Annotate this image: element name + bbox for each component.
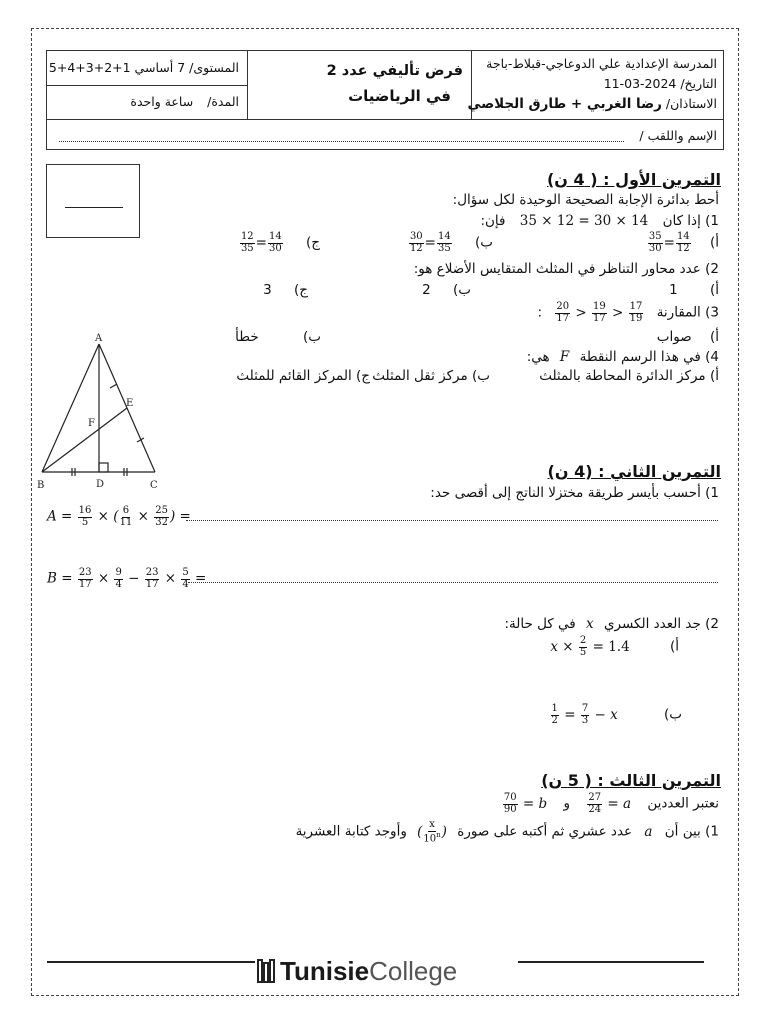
header-divider — [47, 85, 247, 86]
ex1-q1-option-b[interactable]: ب) $\frac{14}{35}$ = $\frac{30}{12}$ — [409, 231, 493, 254]
variable-x: x — [586, 616, 594, 632]
option-label: ج) — [306, 234, 320, 251]
answer-line[interactable] — [188, 582, 718, 583]
option-value: مركز الدائرة المحاطة بالمثلث — [539, 368, 706, 384]
answer-line[interactable] — [186, 520, 718, 521]
q-text: بين أن — [664, 823, 701, 840]
triangle-figure — [36, 330, 166, 496]
teachers-label: الاستاذان/ — [665, 96, 717, 111]
ex3-intro: نعتبر العددين a = $\frac{27}{24}$ و b = $\frac{70}{90}$ — [503, 792, 719, 815]
q-text: عدد عشري ثم أكتبه على صورة — [457, 823, 633, 840]
q-text: وأوجد كتابة العشرية — [295, 823, 407, 840]
ex1-q3-option-b[interactable] — [235, 329, 321, 345]
option-value: مركز ثقل المثلث — [372, 368, 468, 384]
ex1-q4-option-b[interactable] — [372, 368, 490, 384]
tick-mark — [110, 384, 117, 388]
option-label: ب) — [472, 368, 490, 384]
option-label: ب) — [475, 234, 493, 251]
duration — [130, 94, 239, 109]
vertex-c: C — [150, 480, 158, 491]
q-text: و — [563, 795, 571, 812]
ex1-q4-option-a[interactable] — [539, 368, 719, 384]
q-num: 4) — [705, 349, 719, 365]
option-label: أ) — [709, 282, 719, 298]
ex2-q2 — [504, 616, 719, 632]
option-value: المركز القائم للمثلث — [236, 368, 352, 384]
ex1-q4-option-c[interactable] — [236, 368, 370, 384]
tunisiecollege-logo — [256, 956, 457, 987]
variable-a: a — [644, 823, 653, 840]
score-box — [46, 164, 140, 238]
header-divider — [247, 51, 248, 119]
ex1-q1-option-a[interactable]: أ) $\frac{14}{12}$ = $\frac{35}{30}$ — [648, 231, 719, 254]
point-d: D — [96, 479, 105, 490]
option-label: ج) — [356, 368, 370, 384]
exam-date: التاريخ/ 2024-03-11 — [603, 76, 717, 91]
option-label: ب) — [664, 706, 682, 723]
option-label: أ) — [709, 329, 719, 345]
point-label: F — [559, 349, 570, 365]
point-e: E — [126, 398, 134, 409]
duration-value: ساعة واحدة — [130, 94, 194, 109]
right-angle-mark — [99, 463, 108, 472]
expression-a: A = $\frac{16}{5}$ × ( $\frac{6}{11}$ × $\frac{25}{32}$ ) = — [47, 505, 191, 528]
ex1-q2 — [414, 261, 719, 277]
duration-label: المدة/ — [207, 94, 239, 109]
option-value: خطأ — [235, 329, 259, 345]
level: المستوى/ 7 أساسي 1+2+3+4+5 — [48, 60, 239, 75]
option-value: 1 — [669, 282, 678, 298]
ex1-instruction: أحط بدائرة الإجابة الصحيحة الوحيدة لكل سؤال: — [452, 192, 719, 208]
q-text: إذا كان — [662, 213, 701, 229]
q-text: نعتبر العددين — [647, 795, 719, 812]
q-num: 2) — [705, 616, 719, 632]
ex1-title: التمرين الأول : ( 4 ن) — [546, 170, 721, 189]
footer-rule — [47, 961, 255, 963]
q-text: جد العدد الكسري — [603, 616, 701, 632]
equation-rhs: = 1.4 — [592, 638, 630, 655]
ex1-q2-option-b[interactable] — [422, 282, 471, 298]
option-label: أ) — [709, 368, 719, 384]
q-text: المقارنة — [656, 304, 701, 321]
ex3-q1: 1) بين أن a عدد عشري ثم أكتبه على صورة ( $\frac{x}{10^n}$ ) وأوجد كتابة العشرية — [295, 819, 719, 844]
ex2-q1 — [430, 485, 719, 501]
option-label: ب) — [453, 282, 471, 298]
ex1-q1 — [480, 213, 719, 229]
exam-title: فرض تأليفي عدد 2 — [326, 63, 463, 79]
option-value: 3 — [263, 282, 272, 298]
side-ab — [42, 344, 99, 472]
option-label: أ) — [709, 234, 719, 251]
option-label: ب) — [303, 329, 321, 345]
altitude-be — [42, 408, 127, 472]
footer-rule — [518, 961, 704, 963]
book-icon — [256, 958, 276, 984]
point-f: F — [88, 418, 95, 429]
ex2-q2-b: ب) x − $\frac{7}{3}$ = $\frac{1}{2}$ — [551, 703, 682, 726]
logo-text-bold: Tunisie — [280, 956, 370, 986]
ex1-q3-option-a[interactable] — [657, 329, 719, 345]
q1-formula: 14 × 30 = 12 × 35 — [519, 213, 649, 229]
header-table — [46, 50, 724, 150]
header-divider — [47, 119, 723, 120]
logo-text-light: College — [369, 956, 458, 986]
option-label: أ) — [669, 638, 679, 655]
option-value: 2 — [422, 282, 431, 298]
option-value: صواب — [656, 329, 692, 345]
expression-b: B = $\frac{23}{17}$ × $\frac{9}{4}$ − $\frac{23}{17}$ × $\frac{5}{4}$ = — [47, 567, 207, 590]
vertex-a: A — [95, 333, 103, 344]
q-text: أحسب بأيسر طريقة مختزلا الناتج إلى أقصى حد: — [430, 485, 701, 501]
option-label: ج) — [294, 282, 308, 298]
teachers-names: رضا الغربي + طارق الجلاصي — [467, 96, 662, 112]
score-line — [65, 207, 123, 208]
subject: في الرياضيات — [348, 87, 451, 105]
ex1-q2-option-a[interactable] — [669, 282, 719, 298]
ex1-q3: 3) المقارنة $\frac{17}{19}$ < $\frac{19}{17}$ < $\frac{20}{17}$ : — [537, 301, 719, 324]
ex2-title: التمرين الثاني : (4 ن) — [547, 462, 721, 481]
q-text: هي: — [526, 349, 550, 365]
q-text: في هذا الرسم النقطة — [579, 349, 701, 365]
ex3-title: التمرين الثالث : ( 5 ن) — [541, 771, 721, 790]
vertex-b: B — [37, 480, 45, 491]
ex2-q2-a: أ) x × $\frac{2}{5}$ = 1.4 — [550, 635, 679, 658]
ex1-q2-option-c[interactable] — [263, 282, 308, 298]
name-label: الإسم واللقب / — [639, 128, 717, 143]
q-num: 2) — [705, 261, 719, 277]
q-num: 3) — [705, 304, 719, 321]
ex1-q1-option-c[interactable]: ج) $\frac{14}{30}$ = $\frac{12}{35}$ — [240, 231, 320, 254]
q-num: 1) — [705, 213, 719, 229]
name-line — [59, 141, 624, 142]
q-num: 1) — [705, 485, 719, 501]
teachers — [467, 96, 717, 112]
q-num: 1) — [705, 823, 719, 840]
ex1-q4 — [527, 349, 719, 365]
q-text: فإن: — [480, 213, 506, 229]
q-text: عدد محاور التناظر في المثلث المتقايس الأضلاع هو: — [413, 261, 701, 277]
school-name: المدرسة الإعدادية علي الدوعاجي-قبلاط-باجة — [486, 56, 717, 71]
q-text: في كل حالة: — [504, 616, 576, 632]
